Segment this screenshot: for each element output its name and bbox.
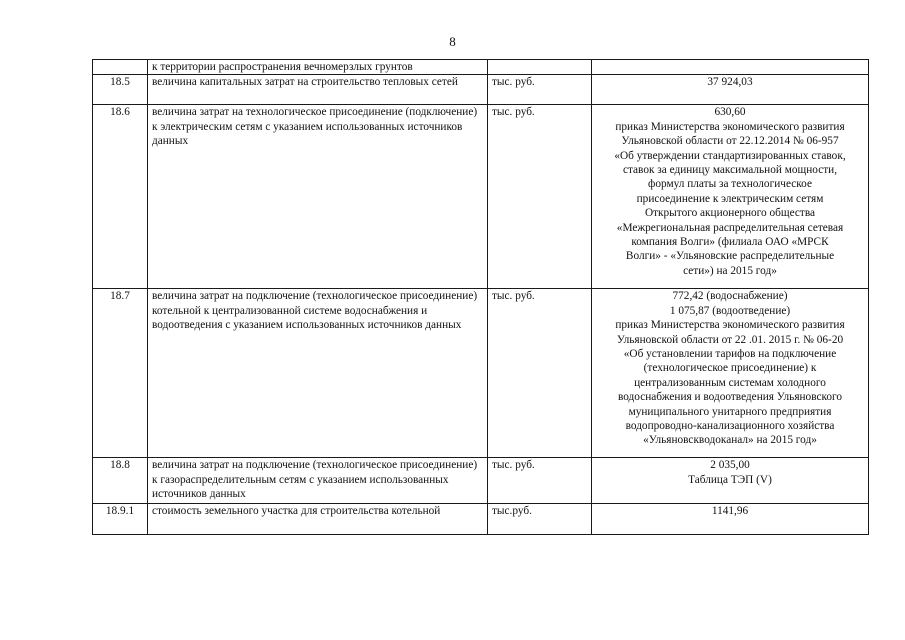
- page-number: 8: [449, 34, 456, 49]
- row-number: 18.9.1: [93, 504, 148, 535]
- value-line: Таблица ТЭП (V): [688, 473, 772, 486]
- value-line: Волги» - «Ульяновские распределительные: [625, 250, 835, 263]
- table-row: [93, 289, 869, 458]
- row-unit: тыс. руб.: [488, 75, 592, 105]
- value-line: 1 075,87 (водоотведение): [669, 304, 791, 317]
- value-line: сети») на 2015 год»: [683, 264, 777, 277]
- value-line: (технологическое присоединение) к: [643, 362, 817, 375]
- table-row: [93, 60, 869, 75]
- row-description: к территории распространения вечномерзлых грунтов: [148, 60, 488, 75]
- row-value: [592, 289, 869, 458]
- value-line: Ульяновской области от 22.12.2014 № 06-957: [621, 135, 839, 148]
- row-unit: тыс. руб.: [488, 458, 592, 504]
- row-unit: тыс. руб.: [488, 289, 592, 458]
- row-unit: тыс.руб.: [488, 504, 592, 535]
- row-value: [592, 60, 869, 75]
- row-unit: тыс. руб.: [488, 105, 592, 289]
- value-line: «Ульяновскводоканал» на 2015 год»: [643, 434, 817, 447]
- value-line: Ульяновской области от 22 .01. 2015 г. № 06-20: [616, 333, 844, 346]
- value-line: муниципального унитарного предприятия: [628, 405, 832, 418]
- value-line: приказ Министерства экономического развития: [615, 319, 845, 332]
- value-line: 630,60: [714, 106, 746, 119]
- value-line: «Об установлении тарифов на подключение: [623, 348, 837, 361]
- table-row: [93, 75, 869, 105]
- row-description: величина затрат на подключение (технологическое присоединение) к газораспределительным сетям с указанием использованных источников данных: [148, 458, 488, 504]
- row-number: 18.8: [93, 458, 148, 504]
- value-line: «Об утверждении стандартизированных ставок,: [614, 149, 846, 162]
- value-line: компания Волги» (филиала ОАО «МРСК: [631, 236, 829, 249]
- row-description: величина затрат на технологическое присоединение (подключение) к электрическим сетям с указанием использованных источников данных: [148, 105, 488, 289]
- row-number: 18.6: [93, 105, 148, 289]
- row-value: [592, 458, 869, 504]
- value-line: водопроводно-канализационного хозяйства: [625, 420, 835, 433]
- data-table: [92, 59, 869, 535]
- row-number: 18.5: [93, 75, 148, 105]
- row-value: [592, 105, 869, 289]
- value-line: присоединение к электрическим сетям: [636, 192, 824, 205]
- value-line: 772,42 (водоснабжение): [672, 290, 788, 303]
- value-line: 1141,96: [711, 505, 749, 518]
- row-value: [592, 504, 869, 535]
- table-row: [93, 504, 869, 535]
- value-line: 37 924,03: [707, 76, 753, 89]
- value-line: водоснабжения и водоотведения Ульяновского: [617, 391, 843, 404]
- row-number: 18.7: [93, 289, 148, 458]
- value-line: централизованным системам холодного: [634, 376, 826, 389]
- row-description: величина затрат на подключение (технологическое присоединение) котельной к централизованной системе водоснабжения и водоотведения с указанием использованных источников данных: [148, 289, 488, 458]
- value-line: 2 035,00: [710, 459, 750, 472]
- row-unit: [488, 60, 592, 75]
- value-line: приказ Министерства экономического развития: [615, 120, 845, 133]
- value-line: «Межрегиональная распределительная сетевая: [616, 221, 844, 234]
- row-description: стоимость земельного участка для строительства котельной: [148, 504, 488, 535]
- row-description: величина капитальных затрат на строительство тепловых сетей: [148, 75, 488, 105]
- value-line: ставок за единицу максимальной мощности,: [622, 164, 838, 177]
- table-row: [93, 105, 869, 289]
- row-number: [93, 60, 148, 75]
- table-body: [93, 60, 869, 535]
- value-line: Открытого акционерного общества: [644, 207, 816, 220]
- value-line: формул платы за технологическое: [648, 178, 812, 191]
- table-row: [93, 458, 869, 504]
- row-value: [592, 75, 869, 105]
